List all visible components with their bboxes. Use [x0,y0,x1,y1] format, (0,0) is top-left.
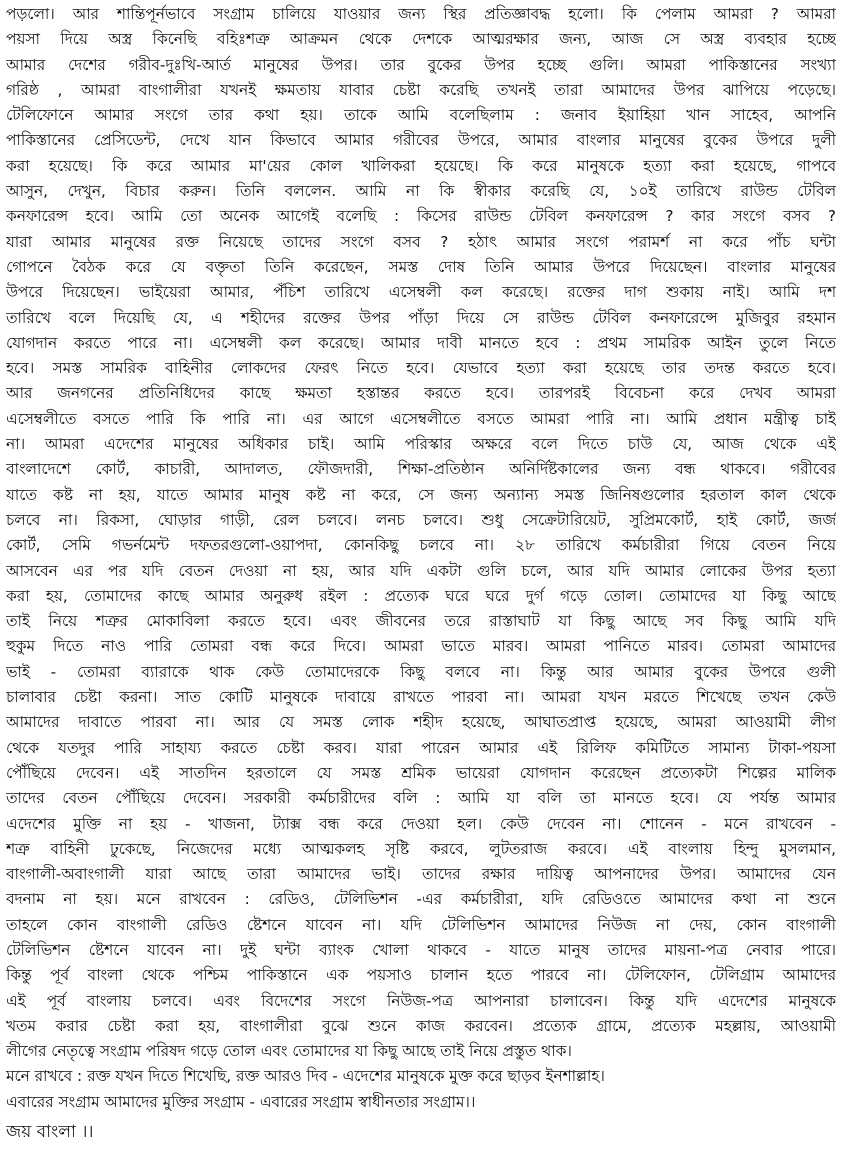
text-line: বাংগালী-অবাংগালী যারা আছে তারা আমাদের ভাই। তাদের রক্ষার দায়িত্ব আপনাদের উপর। আমাদের যেন [6,865,836,884]
text-line: টেলিভিশন ষ্টেশনে যাবেন না। দুই ঘন্টা ব্যাংক খোলা থাকবে - যাতে মানুষ তাদের মায়না-পত্র নেবার পারে। [6,940,836,959]
speech-body-paragraph [6,2,836,1064]
text-line: যাতে কষ্ট না হয়, যাতে আমার মানুষ কষ্ট না করে, সে জন্য অন্যান্য সমস্ত জিনিষগুলোর হরতাল কাল থেকে [6,485,836,504]
text-line: তাই নিয়ে শত্রুর মোকাবিলা করতে হবে। এবং জীবনের তরে রাস্তাঘাট যা কিছু আছে সব কিছু আমি যদি [6,612,836,631]
text-line: না। আমরা এদেশের মানুষের অধিকার চাই। আমি পরিস্কার অক্ষরে বলে দিতে চাউ যে, আজ থেকে এই [6,435,836,454]
text-line: পৌঁছিয়ে দেবেন। এই সাতদিন হরতালে যে সমস্ত শ্রমিক ভায়েরা যোগদান করেছেন প্রত্যেকটা শিল্পের মালিক [6,763,836,782]
text-line: আসুন, দেখুন, বিচার করুন। তিনি বললেন. আমি না কি স্বীকার করেছি যে, ১০ই তারিখে রাউন্ড টেবিল [6,182,836,201]
text-line: চলবে না। রিকসা, ঘোড়ার গাড়ী, রেল চলবে। লনচ চলবে। শুধু সেক্রেটারিয়েট, সুপ্রিমকোর্ট, হাই কোর্ট, জর্জ [6,510,836,529]
text-line: পয়সা দিয়ে অস্ত্র কিনেছি বহিঃশত্রু আক্রমন থেকে দেশকে আত্মরক্ষার জন্য, আজ সে অস্ত্র ব্যবহার হচ্ছে [6,30,836,49]
text-line: মনে রাখবে : রক্ত যখন দিতে শিখেছি, রক্ত আরও দিব - এদেশের মানুষকে মুক্ত করে ছাড়ব ইনশাল্লাহ। [6,1067,605,1086]
text-line: হবে। সমস্ত সামরিক বাহিনীর লোকদের ফেরৎ নিতে হবে। যেভাবে হত্যা করা হয়েছে তার তদন্ত করতে হবে। [6,359,836,378]
text-line: এসেম্বলীতে বসতে পারি কি পারি না। এর আগে এসেম্বলীতে বসতে আমরা পারি না। আমি প্রধান মন্ত্রীত্ব চাই [6,409,836,428]
text-line: যারা আমার মানুষের রক্ত নিয়েছে তাদের সংগে বসব ? হঠাৎ আমার সংগে পরামর্শ না করে পাঁচ ঘন্টা [6,232,836,251]
closing-slogan: জয় বাংলা ।। [6,1122,94,1143]
text-line: থেকে যতদুর পারি সাহায্য করতে চেষ্টা করব। যারা পারেন আমার এই রিলিফ কমিটিতে সামান্য টাকা-পয়সা [6,738,836,757]
text-line: ভাই - তোমরা ব্যারাকে থাক কেউ তোমাদেরকে কিছু বলবে না। কিন্তু আর আমার বুকের উপরে গুলী [6,662,836,681]
text-line: উপরে দিয়েছেন। ভাইয়েরা আমার, পঁচিশ তারিখে এসেম্বলী কল করেছে। রক্তের দাগ শুকায় নাই। আমি দশ [6,283,836,302]
text-line: কিন্তু পূর্ব বাংলা থেকে পশ্চিম পাকিস্তানে এক পয়সাও চালান হতে পারবে না। টেলিফোন, টেলিগ্রাম আমাদের [6,966,836,985]
text-line: আমাদের দাবাতে পারবা না। আর যে সমস্ত লোক শহীদ হয়েছে, আঘাতপ্রাপ্ত হয়েছে, আমরা আওয়ামী লীগ [6,713,836,732]
text-line: বদনাম না হয়। মনে রাখবেন : রেডিও, টেলিভিশন -এর কর্মচারীরা, যদি রেডিওতে আমাদের কথা না শুনে [6,890,836,909]
text-line: খতম করার চেষ্টা করা হয়, বাংগালীরা বুঝে শুনে কাজ করবেন। প্রত্যেক গ্রামে, প্রত্যেক মহল্লায়, আওয়ামী [6,1016,836,1035]
text-line: শত্রু বাহিনী ঢুকেছে, নিজেদের মধ্যে আত্মকলহ সৃষ্টি করবে, লুটতরাজ করবে। এই বাংলায় হিন্দু মুসলমান, [6,839,836,858]
text-line: এই পূর্ব বাংলায় চলবে। এবং বিদেশের সংগে নিউজ-পত্র আপনারা চালাবেন। কিন্তু যদি এদেশের মানুষকে [6,991,836,1010]
text-line: যোগদান করতে পারে না। এসেম্বলী কল করেছে। আমার দাবী মানতে হবে : প্রথম সামরিক আইন তুলে নিতে [6,333,836,352]
text-line: তারিখে বলে দিয়েছি যে, এ শহীদের রক্তের উপর পাঁড়া দিয়ে সে রাউন্ড টেবিল কনফারেন্সে মুজিবুর রহমান [6,308,836,327]
text-line: টেলিফোনে আমার সংগে তার কথা হয়। তাকে আমি বলেছিলাম : জনাব ইয়াহিয়া খান সাহেব, আপনি [6,106,836,125]
text-line: তাদের বেতন পৌঁছিয়ে দেবেন। সরকারী কর্মচারীদের বলি : আমি যা বলি তা মানতে হবে। যে পর্যন্ত আমার [6,789,836,808]
document-page [6,2,836,1157]
closing-paragraph [6,1064,836,1115]
text-line: পাকিস্তানের প্রেসিডেন্ট, দেখে যান কিভাবে আমার গরীবের উপরে, আমার বাংলার মানুষের বুকের উপরে দুলী [6,131,836,150]
text-line: এবারের সংগ্রাম আমাদের মুক্তির সংগ্রাম - এবারের সংগ্রাম স্বাধীনতার সংগ্রাম।। [6,1092,476,1111]
text-line: তাহলে কোন বাংগালী রেডিও ষ্টেশনে যাবেন না। যদি টেলিভিশন আমাদের নিউজ না দেয়, কোন বাংগালী [6,915,836,934]
text-line: হুকুম দিতে নাও পারি তোমরা বন্ধ করে দিবে। আমরা ভাতে মারব। আমরা পানিতে মারব। তোমরা আমাদের [6,637,836,656]
text-line: কনফারেন্স হবে। আমি তো অনেক আগেই বলেছি : কিসের রাউন্ড টেবিল কনফারেন্স ? কার সংগে বসব ? [6,207,836,226]
text-line: আসবেন এর পর যদি বেতন দেওয়া না হয়, আর যদি একটা গুলি চলে, আর যদি আমার লোকের উপর হত্যা [6,561,836,580]
text-line: কোর্ট, সেমি গভর্নমেন্ট দফতরগুলো-ওয়াপদা, কোনকিছু চলবে না। ২৮ তারিখে কর্মচারীরা গিয়ে বেতন নিয়ে [6,536,836,555]
text-line: গরিষ্ঠ , আমরা বাংগালীরা যখনই ক্ষমতায় যাবার চেষ্টা করেছি তখনই তারা আমাদের উপর ঝাপিয়ে পড়েছে। [6,80,836,99]
text-line: লীগের নেতৃত্বে সংগ্রাম পরিষদ গড়ে তোল এবং তোমাদের যা কিছু আছে তাই নিয়ে প্রস্তুত থাক। [6,1042,572,1061]
text-line: বাংলাদেশে কোর্ট, কাচারী, আদালত, ফৌজদারী, শিক্ষা-প্রতিষ্ঠান অনির্দিষ্টকালের জন্য বন্ধ থাকবে। গরীবের [6,460,836,479]
text-line: করা হয়, তোমাদের কাছে আমার অনুরুধ রইল : প্রত্যেক ঘরে ঘরে দুর্গ গড়ে তোল। তোমাদের যা কিছু আছে [6,586,836,605]
text-line: এদেশের মুক্তি না হয় - খাজনা, ট্যাক্স বন্ধ করে দেওয়া হল। কেউ দেবেন না। শোনেন - মনে রাখবেন - [6,814,836,833]
text-line: করা হয়েছে। কি করে আমার মা'য়ের কোল খালিকরা হয়েছে। কি করে মানুষকে হত্যা করা হয়েছে, গাপবে [6,156,836,175]
text-line: আর জনগনের প্রতিনিধিদের কাছে ক্ষমতা হস্তান্তর করতে হবে। তারপরই বিবেচনা করে দেখব আমরা [6,384,836,403]
text-line: চালাবার চেষ্টা করনা। সাত কোটি মানুষকে দাবায়ে রাখতে পারবা না। আমরা যখন মরতে শিখেছে তখন কেউ [6,688,836,707]
text-line: গোপনে বৈঠক করে যে বক্তৃতা তিনি করেছেন, সমস্ত দোষ তিনি আমার উপরে দিয়েছেন। বাংলার মানুষের [6,257,836,276]
text-line: আমার দেশের গরীব-দুঃখি-আর্ত মানুষের উপর। তার বুকের উপর হচ্ছে গুলি। আমরা পাকিস্তানের সংখ্যা [6,55,836,74]
text-line: পড়লো। আর শান্তিপূর্নভাবে সংগ্রাম চালিয়ে যাওয়ার জন্য স্থির প্রতিজ্ঞাবদ্ধ হলো। কি পেলাম আমরা ? আমরা [6,5,836,23]
